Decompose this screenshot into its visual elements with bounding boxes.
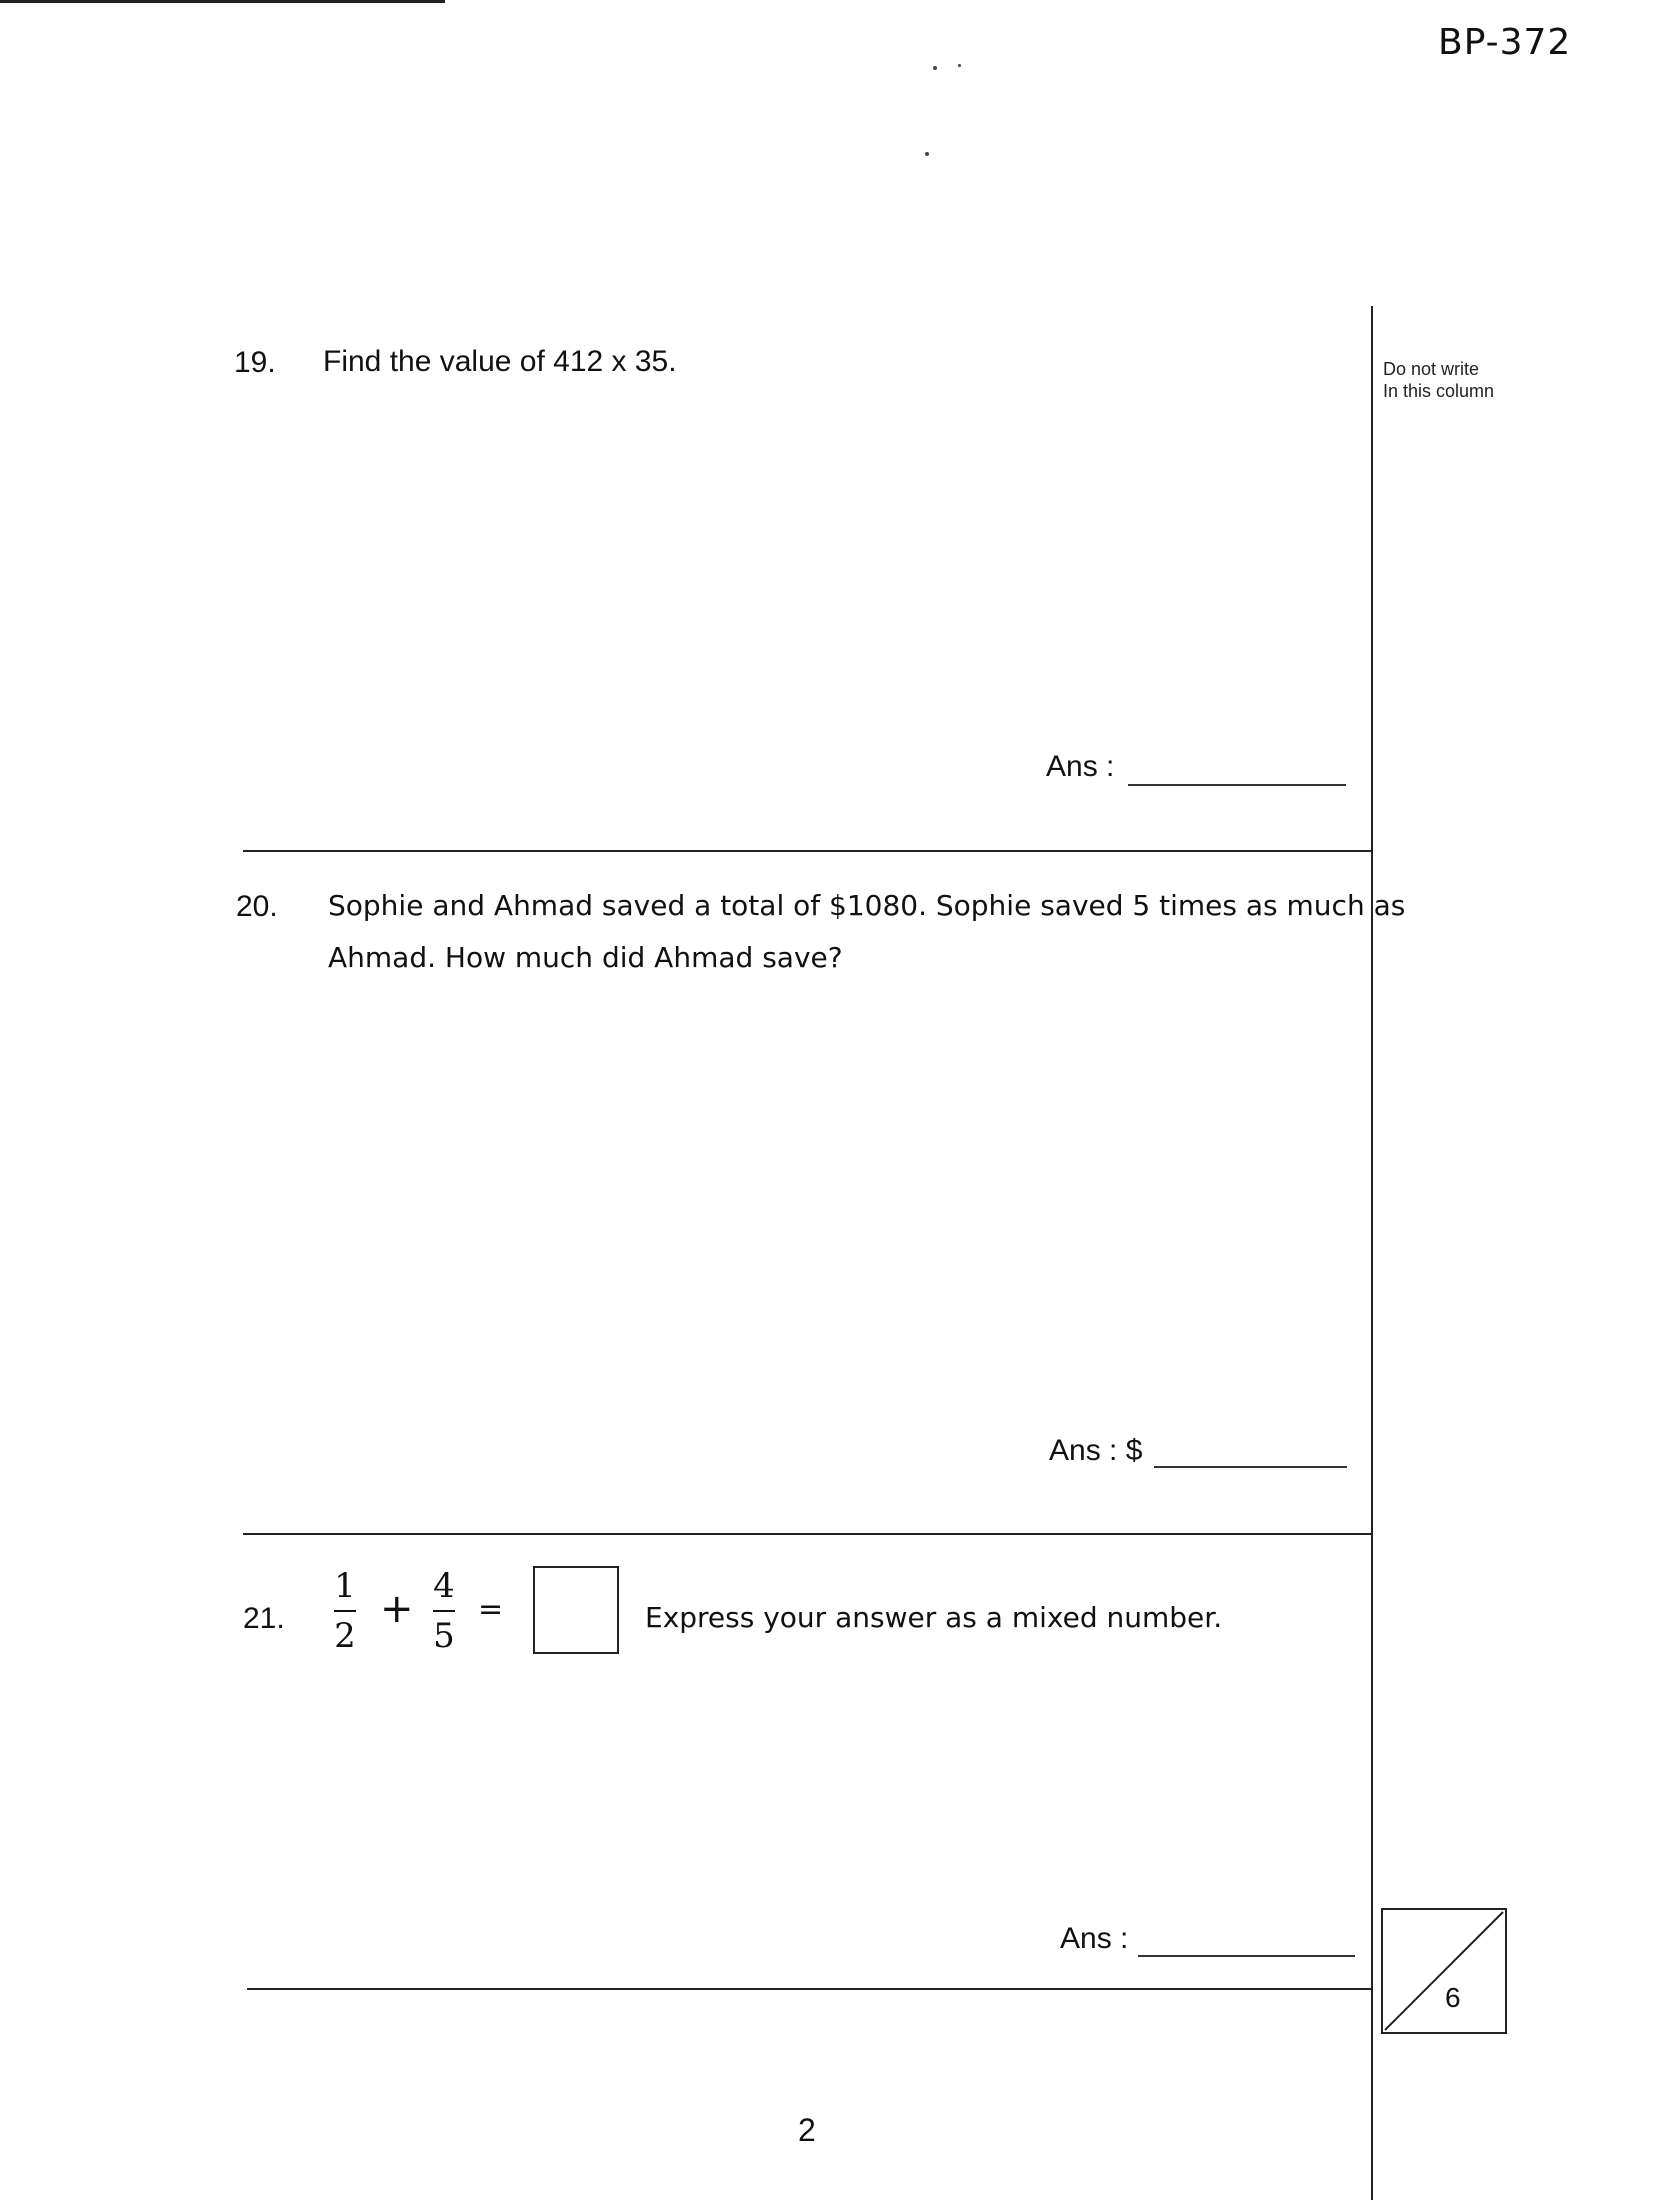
equals-sign: = (478, 1592, 504, 1627)
fraction-1-denominator: 2 (334, 1616, 356, 1656)
fraction-2-bar (433, 1610, 455, 1612)
scan-speck (925, 152, 929, 156)
margin-note-line-1: Do not write (1383, 359, 1480, 379)
fraction-one-half (325, 1566, 365, 1656)
answer-box[interactable] (533, 1566, 619, 1654)
question-21-number: 21. (243, 1602, 285, 1635)
question-20-text-line-2: Ahmad. How much did Ahmad save? (328, 941, 843, 974)
question-19-number: 19. (234, 346, 276, 379)
margin-note-line-2: In this column (1383, 381, 1495, 401)
fraction-four-fifths (424, 1566, 464, 1656)
margin-note (1383, 358, 1494, 402)
marks-diagonal (1383, 1910, 1505, 2032)
scan-edge-bar (0, 0, 445, 3)
question-20-answer-line[interactable] (1154, 1466, 1347, 1468)
question-20-text-line-1: Sophie and Ahmad saved a total of $1080. Sophie saved 5 times as much as (328, 889, 1406, 922)
margin-column-line (1371, 306, 1373, 2200)
question-21-answer-line[interactable] (1138, 1955, 1355, 1957)
question-divider (243, 850, 1371, 852)
question-divider (247, 1988, 1371, 1990)
question-19-answer-line[interactable] (1128, 784, 1346, 786)
marks-total: 6 (1445, 1982, 1461, 2013)
question-20-text (328, 880, 1405, 984)
fraction-1-numerator: 1 (334, 1566, 356, 1606)
question-21-answer-label: Ans : (1060, 1922, 1129, 1955)
question-19-text: Find the value of 412 x 35. (323, 345, 677, 378)
question-divider (243, 1533, 1371, 1535)
fraction-1-bar (334, 1610, 356, 1612)
question-21-instruction: Express your answer as a mixed number. (645, 1601, 1223, 1634)
scan-speck (933, 66, 937, 70)
page-number: 2 (798, 2112, 816, 2148)
fraction-2-denominator: 5 (433, 1616, 455, 1656)
question-20-number: 20. (236, 890, 278, 923)
paper-code: BP-372 (1438, 22, 1572, 63)
marks-box (1381, 1908, 1507, 2034)
scan-speck (958, 64, 961, 67)
question-19-answer-label: Ans : (1046, 750, 1115, 783)
plus-operator: + (380, 1586, 414, 1632)
question-20-answer-label: Ans : $ (1049, 1434, 1143, 1467)
fraction-2-numerator: 4 (433, 1566, 455, 1606)
